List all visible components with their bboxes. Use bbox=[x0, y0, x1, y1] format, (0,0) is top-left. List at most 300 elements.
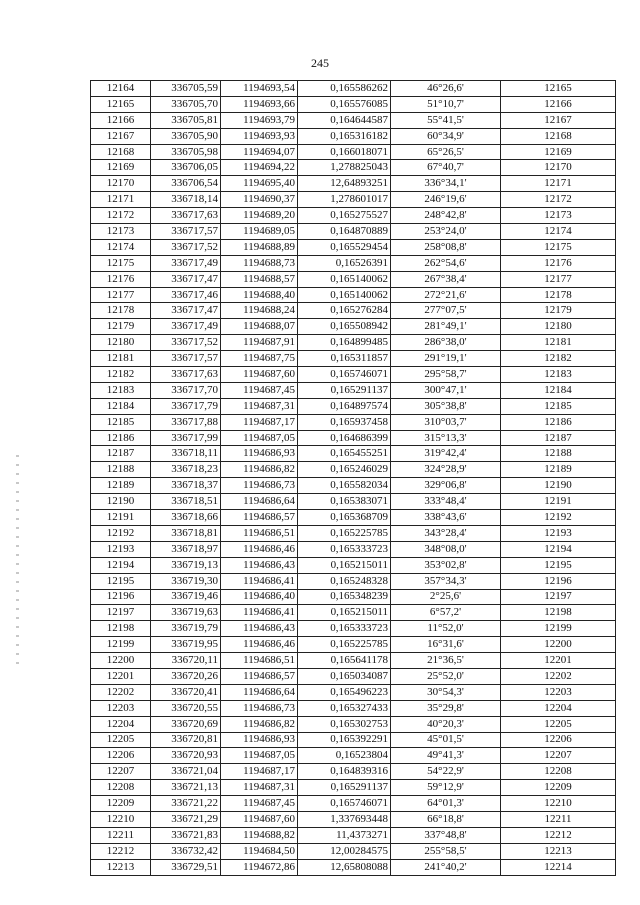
direction-angle-cell: 45°01,5' bbox=[391, 732, 501, 748]
point-number-cell: 12170 bbox=[91, 176, 151, 192]
next-point-cell: 12174 bbox=[501, 224, 616, 240]
table-row bbox=[91, 668, 616, 684]
table-row bbox=[91, 239, 616, 255]
point-number-cell: 12202 bbox=[91, 684, 151, 700]
distance-cell: 0,165383071 bbox=[298, 494, 391, 510]
next-point-cell: 12185 bbox=[501, 398, 616, 414]
distance-cell: 12,00284575 bbox=[298, 843, 391, 859]
x-coordinate-cell: 336720,11 bbox=[151, 653, 221, 669]
direction-angle-cell: 319°42,4' bbox=[391, 446, 501, 462]
table-row bbox=[91, 843, 616, 859]
distance-cell: 0,165291137 bbox=[298, 780, 391, 796]
distance-cell: 0,165302753 bbox=[298, 716, 391, 732]
point-number-cell: 12194 bbox=[91, 557, 151, 573]
table-row bbox=[91, 621, 616, 637]
distance-cell: 0,164899485 bbox=[298, 335, 391, 351]
direction-angle-cell: 253°24,0' bbox=[391, 224, 501, 240]
y-coordinate-cell: 1194686,93 bbox=[221, 732, 298, 748]
y-coordinate-cell: 1194688,40 bbox=[221, 287, 298, 303]
point-number-cell: 12182 bbox=[91, 367, 151, 383]
x-coordinate-cell: 336729,51 bbox=[151, 859, 221, 875]
distance-cell: 0,165746071 bbox=[298, 796, 391, 812]
x-coordinate-cell: 336718,81 bbox=[151, 525, 221, 541]
next-point-cell: 12184 bbox=[501, 382, 616, 398]
point-number-cell: 12189 bbox=[91, 478, 151, 494]
table-row bbox=[91, 144, 616, 160]
direction-angle-cell: 338°43,6' bbox=[391, 510, 501, 526]
y-coordinate-cell: 1194686,73 bbox=[221, 700, 298, 716]
direction-angle-cell: 336°34,1' bbox=[391, 176, 501, 192]
y-coordinate-cell: 1194687,05 bbox=[221, 430, 298, 446]
next-point-cell: 12206 bbox=[501, 732, 616, 748]
table-row bbox=[91, 351, 616, 367]
table-row bbox=[91, 827, 616, 843]
direction-angle-cell: 258°08,8' bbox=[391, 239, 501, 255]
point-number-cell: 12188 bbox=[91, 462, 151, 478]
distance-cell: 0,165140062 bbox=[298, 287, 391, 303]
table-row bbox=[91, 430, 616, 446]
point-number-cell: 12181 bbox=[91, 351, 151, 367]
point-number-cell: 12179 bbox=[91, 319, 151, 335]
y-coordinate-cell: 1194687,60 bbox=[221, 367, 298, 383]
y-coordinate-cell: 1194684,50 bbox=[221, 843, 298, 859]
table-row bbox=[91, 557, 616, 573]
next-point-cell: 12172 bbox=[501, 192, 616, 208]
y-coordinate-cell: 1194688,07 bbox=[221, 319, 298, 335]
direction-angle-cell: 267°38,4' bbox=[391, 271, 501, 287]
direction-angle-cell: 46°26,6' bbox=[391, 81, 501, 97]
distance-cell: 0,165586262 bbox=[298, 81, 391, 97]
y-coordinate-cell: 1194693,79 bbox=[221, 112, 298, 128]
point-number-cell: 12203 bbox=[91, 700, 151, 716]
page-number: 245 bbox=[311, 56, 329, 70]
y-coordinate-cell: 1194687,75 bbox=[221, 351, 298, 367]
direction-angle-cell: 30°54,3' bbox=[391, 684, 501, 700]
direction-angle-cell: 66°18,8' bbox=[391, 811, 501, 827]
y-coordinate-cell: 1194687,05 bbox=[221, 748, 298, 764]
y-coordinate-cell: 1194686,40 bbox=[221, 589, 298, 605]
y-coordinate-cell: 1194686,46 bbox=[221, 637, 298, 653]
point-number-cell: 12187 bbox=[91, 446, 151, 462]
table-row bbox=[91, 414, 616, 430]
direction-angle-cell: 25°52,0' bbox=[391, 668, 501, 684]
next-point-cell: 12213 bbox=[501, 843, 616, 859]
direction-angle-cell: 315°13,3' bbox=[391, 430, 501, 446]
x-coordinate-cell: 336721,22 bbox=[151, 796, 221, 812]
point-number-cell: 12193 bbox=[91, 541, 151, 557]
direction-angle-cell: 65°26,5' bbox=[391, 144, 501, 160]
table-row bbox=[91, 796, 616, 812]
distance-cell: 11,4373271 bbox=[298, 827, 391, 843]
x-coordinate-cell: 336719,63 bbox=[151, 605, 221, 621]
distance-cell: 0,165246029 bbox=[298, 462, 391, 478]
x-coordinate-cell: 336717,47 bbox=[151, 271, 221, 287]
next-point-cell: 12169 bbox=[501, 144, 616, 160]
y-coordinate-cell: 1194686,41 bbox=[221, 605, 298, 621]
y-coordinate-cell: 1194695,40 bbox=[221, 176, 298, 192]
point-number-cell: 12169 bbox=[91, 160, 151, 176]
point-number-cell: 12205 bbox=[91, 732, 151, 748]
y-coordinate-cell: 1194686,64 bbox=[221, 494, 298, 510]
point-number-cell: 12168 bbox=[91, 144, 151, 160]
point-number-cell: 12191 bbox=[91, 510, 151, 526]
table-row bbox=[91, 255, 616, 271]
table-row bbox=[91, 494, 616, 510]
x-coordinate-cell: 336720,41 bbox=[151, 684, 221, 700]
distance-cell: 0,165327433 bbox=[298, 700, 391, 716]
x-coordinate-cell: 336717,47 bbox=[151, 303, 221, 319]
next-point-cell: 12165 bbox=[501, 81, 616, 97]
y-coordinate-cell: 1194687,60 bbox=[221, 811, 298, 827]
y-coordinate-cell: 1194688,57 bbox=[221, 271, 298, 287]
next-point-cell: 12212 bbox=[501, 827, 616, 843]
point-number-cell: 12175 bbox=[91, 255, 151, 271]
x-coordinate-cell: 336718,66 bbox=[151, 510, 221, 526]
direction-angle-cell: 337°48,8' bbox=[391, 827, 501, 843]
next-point-cell: 12196 bbox=[501, 573, 616, 589]
y-coordinate-cell: 1194672,86 bbox=[221, 859, 298, 875]
y-coordinate-cell: 1194686,82 bbox=[221, 716, 298, 732]
y-coordinate-cell: 1194686,46 bbox=[221, 541, 298, 557]
next-point-cell: 12214 bbox=[501, 859, 616, 875]
x-coordinate-cell: 336721,13 bbox=[151, 780, 221, 796]
x-coordinate-cell: 336705,81 bbox=[151, 112, 221, 128]
point-number-cell: 12204 bbox=[91, 716, 151, 732]
x-coordinate-cell: 336720,26 bbox=[151, 668, 221, 684]
point-number-cell: 12209 bbox=[91, 796, 151, 812]
distance-cell: 0,165641178 bbox=[298, 653, 391, 669]
direction-angle-cell: 324°28,9' bbox=[391, 462, 501, 478]
table-row bbox=[91, 128, 616, 144]
distance-cell: 0,165496223 bbox=[298, 684, 391, 700]
y-coordinate-cell: 1194686,41 bbox=[221, 573, 298, 589]
y-coordinate-cell: 1194688,24 bbox=[221, 303, 298, 319]
next-point-cell: 12198 bbox=[501, 605, 616, 621]
x-coordinate-cell: 336717,63 bbox=[151, 208, 221, 224]
y-coordinate-cell: 1194687,17 bbox=[221, 414, 298, 430]
table-row bbox=[91, 637, 616, 653]
distance-cell: 1,337693448 bbox=[298, 811, 391, 827]
x-coordinate-cell: 336721,29 bbox=[151, 811, 221, 827]
distance-cell: 0,165140062 bbox=[298, 271, 391, 287]
next-point-cell: 12186 bbox=[501, 414, 616, 430]
table-row bbox=[91, 541, 616, 557]
x-coordinate-cell: 336718,37 bbox=[151, 478, 221, 494]
point-number-cell: 12208 bbox=[91, 780, 151, 796]
next-point-cell: 12188 bbox=[501, 446, 616, 462]
distance-cell: 0,165316182 bbox=[298, 128, 391, 144]
point-number-cell: 12183 bbox=[91, 382, 151, 398]
y-coordinate-cell: 1194686,51 bbox=[221, 525, 298, 541]
y-coordinate-cell: 1194687,91 bbox=[221, 335, 298, 351]
table-row bbox=[91, 176, 616, 192]
distance-cell: 1,278601017 bbox=[298, 192, 391, 208]
next-point-cell: 12173 bbox=[501, 208, 616, 224]
x-coordinate-cell: 336717,99 bbox=[151, 430, 221, 446]
y-coordinate-cell: 1194693,66 bbox=[221, 96, 298, 112]
x-coordinate-cell: 336705,98 bbox=[151, 144, 221, 160]
table-row bbox=[91, 716, 616, 732]
next-point-cell: 12178 bbox=[501, 287, 616, 303]
table-row bbox=[91, 271, 616, 287]
next-point-cell: 12195 bbox=[501, 557, 616, 573]
distance-cell: 0,165392291 bbox=[298, 732, 391, 748]
table-row bbox=[91, 700, 616, 716]
direction-angle-cell: 291°19,1' bbox=[391, 351, 501, 367]
direction-angle-cell: 64°01,3' bbox=[391, 796, 501, 812]
point-number-cell: 12174 bbox=[91, 239, 151, 255]
table-row bbox=[91, 748, 616, 764]
table-row bbox=[91, 382, 616, 398]
direction-angle-cell: 333°48,4' bbox=[391, 494, 501, 510]
x-coordinate-cell: 336717,52 bbox=[151, 239, 221, 255]
direction-angle-cell: 357°34,3' bbox=[391, 573, 501, 589]
distance-cell: 0,165225785 bbox=[298, 637, 391, 653]
next-point-cell: 12199 bbox=[501, 621, 616, 637]
next-point-cell: 12187 bbox=[501, 430, 616, 446]
next-point-cell: 12181 bbox=[501, 335, 616, 351]
point-number-cell: 12186 bbox=[91, 430, 151, 446]
point-number-cell: 12198 bbox=[91, 621, 151, 637]
table-row bbox=[91, 653, 616, 669]
distance-cell: 0,165333723 bbox=[298, 541, 391, 557]
table-row bbox=[91, 684, 616, 700]
table-row bbox=[91, 525, 616, 541]
distance-cell: 12,64893251 bbox=[298, 176, 391, 192]
y-coordinate-cell: 1194690,37 bbox=[221, 192, 298, 208]
distance-cell: 0,165034087 bbox=[298, 668, 391, 684]
direction-angle-cell: 241°40,2' bbox=[391, 859, 501, 875]
distance-cell: 0,165333723 bbox=[298, 621, 391, 637]
direction-angle-cell: 35°29,8' bbox=[391, 700, 501, 716]
table-row bbox=[91, 96, 616, 112]
y-coordinate-cell: 1194689,05 bbox=[221, 224, 298, 240]
distance-cell: 0,165311857 bbox=[298, 351, 391, 367]
point-number-cell: 12176 bbox=[91, 271, 151, 287]
point-number-cell: 12164 bbox=[91, 81, 151, 97]
y-coordinate-cell: 1194686,93 bbox=[221, 446, 298, 462]
table-row bbox=[91, 446, 616, 462]
y-coordinate-cell: 1194686,43 bbox=[221, 557, 298, 573]
distance-cell: 0,165276284 bbox=[298, 303, 391, 319]
next-point-cell: 12180 bbox=[501, 319, 616, 335]
x-coordinate-cell: 336721,04 bbox=[151, 764, 221, 780]
point-number-cell: 12185 bbox=[91, 414, 151, 430]
distance-cell: 0,165248328 bbox=[298, 573, 391, 589]
table-row bbox=[91, 112, 616, 128]
table-row bbox=[91, 160, 616, 176]
next-point-cell: 12192 bbox=[501, 510, 616, 526]
direction-angle-cell: 6°57,2' bbox=[391, 605, 501, 621]
next-point-cell: 12210 bbox=[501, 796, 616, 812]
next-point-cell: 12170 bbox=[501, 160, 616, 176]
distance-cell: 0,165576085 bbox=[298, 96, 391, 112]
x-coordinate-cell: 336720,55 bbox=[151, 700, 221, 716]
direction-angle-cell: 272°21,6' bbox=[391, 287, 501, 303]
point-number-cell: 12192 bbox=[91, 525, 151, 541]
next-point-cell: 12208 bbox=[501, 764, 616, 780]
direction-angle-cell: 343°28,4' bbox=[391, 525, 501, 541]
y-coordinate-cell: 1194686,43 bbox=[221, 621, 298, 637]
table-row bbox=[91, 335, 616, 351]
y-coordinate-cell: 1194693,93 bbox=[221, 128, 298, 144]
distance-cell: 0,16523804 bbox=[298, 748, 391, 764]
next-point-cell: 12202 bbox=[501, 668, 616, 684]
direction-angle-cell: 55°41,5' bbox=[391, 112, 501, 128]
direction-angle-cell: 246°19,6' bbox=[391, 192, 501, 208]
next-point-cell: 12193 bbox=[501, 525, 616, 541]
x-coordinate-cell: 336705,59 bbox=[151, 81, 221, 97]
point-number-cell: 12212 bbox=[91, 843, 151, 859]
point-number-cell: 12171 bbox=[91, 192, 151, 208]
distance-cell: 12,65808088 bbox=[298, 859, 391, 875]
next-point-cell: 12176 bbox=[501, 255, 616, 271]
point-number-cell: 12180 bbox=[91, 335, 151, 351]
next-point-cell: 12211 bbox=[501, 811, 616, 827]
point-number-cell: 12200 bbox=[91, 653, 151, 669]
y-coordinate-cell: 1194686,64 bbox=[221, 684, 298, 700]
table-row bbox=[91, 732, 616, 748]
direction-angle-cell: 21°36,5' bbox=[391, 653, 501, 669]
distance-cell: 0,165368709 bbox=[298, 510, 391, 526]
direction-angle-cell: 60°34,9' bbox=[391, 128, 501, 144]
y-coordinate-cell: 1194687,31 bbox=[221, 780, 298, 796]
x-coordinate-cell: 336717,46 bbox=[151, 287, 221, 303]
next-point-cell: 12189 bbox=[501, 462, 616, 478]
distance-cell: 0,165275527 bbox=[298, 208, 391, 224]
table-row bbox=[91, 303, 616, 319]
x-coordinate-cell: 336717,70 bbox=[151, 382, 221, 398]
x-coordinate-cell: 336718,51 bbox=[151, 494, 221, 510]
distance-cell: 0,164897574 bbox=[298, 398, 391, 414]
distance-cell: 0,165529454 bbox=[298, 239, 391, 255]
x-coordinate-cell: 336719,95 bbox=[151, 637, 221, 653]
distance-cell: 0,165225785 bbox=[298, 525, 391, 541]
table-row bbox=[91, 319, 616, 335]
next-point-cell: 12171 bbox=[501, 176, 616, 192]
y-coordinate-cell: 1194688,89 bbox=[221, 239, 298, 255]
y-coordinate-cell: 1194686,73 bbox=[221, 478, 298, 494]
next-point-cell: 12182 bbox=[501, 351, 616, 367]
direction-angle-cell: 295°58,7' bbox=[391, 367, 501, 383]
direction-angle-cell: 54°22,9' bbox=[391, 764, 501, 780]
point-number-cell: 12201 bbox=[91, 668, 151, 684]
next-point-cell: 12203 bbox=[501, 684, 616, 700]
direction-angle-cell: 277°07,5' bbox=[391, 303, 501, 319]
x-coordinate-cell: 336705,90 bbox=[151, 128, 221, 144]
direction-angle-cell: 262°54,6' bbox=[391, 255, 501, 271]
table-row bbox=[91, 605, 616, 621]
x-coordinate-cell: 336717,52 bbox=[151, 335, 221, 351]
direction-angle-cell: 49°41,3' bbox=[391, 748, 501, 764]
table-row bbox=[91, 192, 616, 208]
table-row bbox=[91, 573, 616, 589]
point-number-cell: 12197 bbox=[91, 605, 151, 621]
direction-angle-cell: 67°40,7' bbox=[391, 160, 501, 176]
x-coordinate-cell: 336705,70 bbox=[151, 96, 221, 112]
direction-angle-cell: 11°52,0' bbox=[391, 621, 501, 637]
next-point-cell: 12209 bbox=[501, 780, 616, 796]
distance-cell: 0,165215011 bbox=[298, 557, 391, 573]
y-coordinate-cell: 1194688,73 bbox=[221, 255, 298, 271]
next-point-cell: 12168 bbox=[501, 128, 616, 144]
table-row bbox=[91, 367, 616, 383]
point-number-cell: 12196 bbox=[91, 589, 151, 605]
distance-cell: 0,165455251 bbox=[298, 446, 391, 462]
direction-angle-cell: 348°08,0' bbox=[391, 541, 501, 557]
table-row bbox=[91, 478, 616, 494]
distance-cell: 0,164686399 bbox=[298, 430, 391, 446]
next-point-cell: 12205 bbox=[501, 716, 616, 732]
x-coordinate-cell: 336717,88 bbox=[151, 414, 221, 430]
table-row bbox=[91, 764, 616, 780]
x-coordinate-cell: 336719,46 bbox=[151, 589, 221, 605]
next-point-cell: 12201 bbox=[501, 653, 616, 669]
y-coordinate-cell: 1194687,17 bbox=[221, 764, 298, 780]
direction-angle-cell: 300°47,1' bbox=[391, 382, 501, 398]
point-number-cell: 12190 bbox=[91, 494, 151, 510]
y-coordinate-cell: 1194686,82 bbox=[221, 462, 298, 478]
point-number-cell: 12178 bbox=[91, 303, 151, 319]
point-number-cell: 12177 bbox=[91, 287, 151, 303]
distance-cell: 0,165746071 bbox=[298, 367, 391, 383]
distance-cell: 0,166018071 bbox=[298, 144, 391, 160]
table-row bbox=[91, 398, 616, 414]
point-number-cell: 12206 bbox=[91, 748, 151, 764]
distance-cell: 0,165508942 bbox=[298, 319, 391, 335]
distance-cell: 0,164839316 bbox=[298, 764, 391, 780]
direction-angle-cell: 329°06,8' bbox=[391, 478, 501, 494]
distance-cell: 0,164870889 bbox=[298, 224, 391, 240]
point-number-cell: 12211 bbox=[91, 827, 151, 843]
table-row bbox=[91, 811, 616, 827]
table-row bbox=[91, 287, 616, 303]
x-coordinate-cell: 336721,83 bbox=[151, 827, 221, 843]
y-coordinate-cell: 1194688,82 bbox=[221, 827, 298, 843]
table-row bbox=[91, 224, 616, 240]
y-coordinate-cell: 1194686,51 bbox=[221, 653, 298, 669]
direction-angle-cell: 286°38,0' bbox=[391, 335, 501, 351]
x-coordinate-cell: 336706,05 bbox=[151, 160, 221, 176]
next-point-cell: 12190 bbox=[501, 478, 616, 494]
distance-cell: 0,16526391 bbox=[298, 255, 391, 271]
point-number-cell: 12167 bbox=[91, 128, 151, 144]
distance-cell: 0,164644587 bbox=[298, 112, 391, 128]
x-coordinate-cell: 336718,97 bbox=[151, 541, 221, 557]
direction-angle-cell: 16°31,6' bbox=[391, 637, 501, 653]
direction-angle-cell: 2°25,6' bbox=[391, 589, 501, 605]
x-coordinate-cell: 336719,79 bbox=[151, 621, 221, 637]
direction-angle-cell: 305°38,8' bbox=[391, 398, 501, 414]
x-coordinate-cell: 336719,30 bbox=[151, 573, 221, 589]
point-number-cell: 12210 bbox=[91, 811, 151, 827]
x-coordinate-cell: 336720,81 bbox=[151, 732, 221, 748]
x-coordinate-cell: 336717,49 bbox=[151, 319, 221, 335]
direction-angle-cell: 310°03,7' bbox=[391, 414, 501, 430]
x-coordinate-cell: 336718,11 bbox=[151, 446, 221, 462]
next-point-cell: 12177 bbox=[501, 271, 616, 287]
table-row bbox=[91, 81, 616, 97]
next-point-cell: 12207 bbox=[501, 748, 616, 764]
point-number-cell: 12199 bbox=[91, 637, 151, 653]
y-coordinate-cell: 1194689,20 bbox=[221, 208, 298, 224]
next-point-cell: 12194 bbox=[501, 541, 616, 557]
next-point-cell: 12200 bbox=[501, 637, 616, 653]
table-row bbox=[91, 859, 616, 875]
y-coordinate-cell: 1194686,57 bbox=[221, 668, 298, 684]
distance-cell: 0,165291137 bbox=[298, 382, 391, 398]
x-coordinate-cell: 336717,79 bbox=[151, 398, 221, 414]
